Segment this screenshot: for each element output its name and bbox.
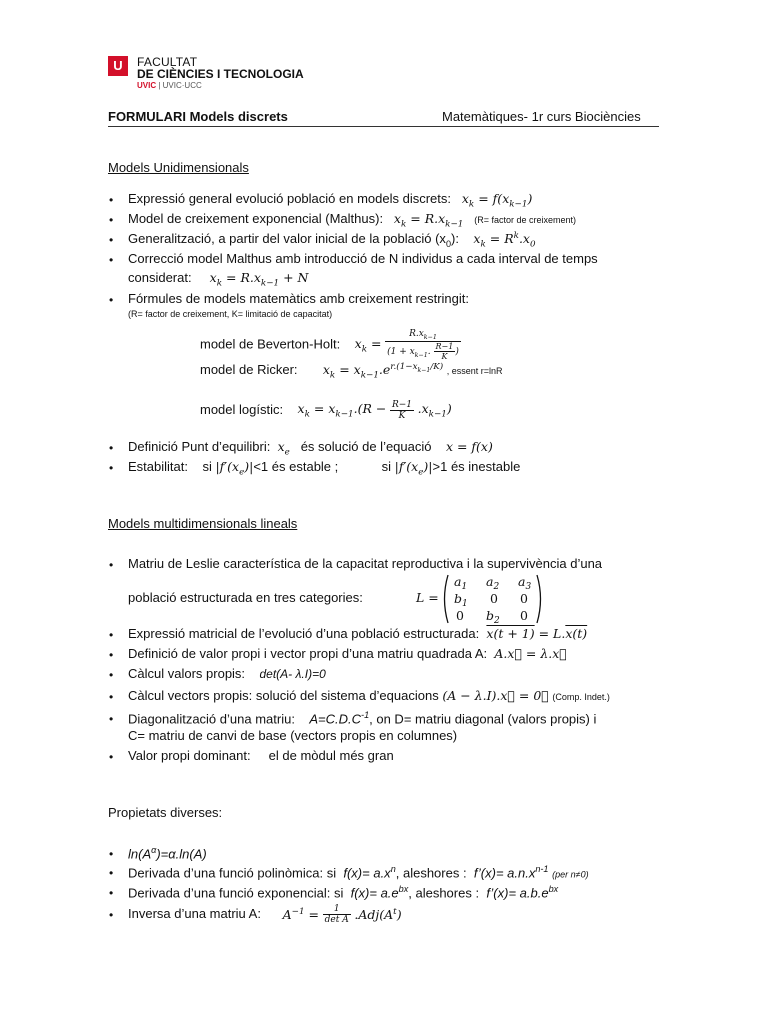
- svg-text:a1: $a_1$: [454, 574, 468, 592]
- bullet: •: [109, 668, 114, 682]
- svg-text:a3: $a_3$: [518, 574, 532, 592]
- svg-text:0: 0: [456, 608, 464, 623]
- bullet: •: [109, 712, 114, 726]
- formula-beverton-holt: model de Beverton-Holt: $x_k$ = $R.x_{k-1}$ ($1 + x_{k-1}$. $\frac{R-1}{K}$ ): [200, 329, 459, 361]
- logo-line-2: DE CIÈNCIES I TECNOLOGIA: [137, 67, 304, 81]
- doc-title: FORMULARI Models discrets: [108, 109, 288, 124]
- svg-text:0: 0: [490, 591, 498, 606]
- list-item: Correcció model Malthus amb introducció de N individus a cada interval de temps: [128, 251, 598, 266]
- list-item: Estabilitat: si $|f'(x_e)|<1$ és estable ; si $|f'(x_e)|>1$ és inestable: [128, 459, 521, 478]
- bullet: •: [109, 886, 114, 900]
- bullet: •: [109, 847, 114, 861]
- svg-text:a2: $a_2$: [486, 574, 500, 592]
- list-item: $\ln(A^\alpha)=\alpha.\ln(A)$: [128, 845, 207, 862]
- list-item: Diagonalització d’una matriu: $A=C.D.C^{-1}$, on D= matriu diagonal (valors propis) i: [128, 710, 597, 727]
- list-item-continuation: C= matriu de canvi de base (vectors propis en columnes): [128, 728, 458, 743]
- list-item-continuation: considerat: $x_k = R.x_{k-1} + N$: [128, 270, 309, 289]
- list-item: Generalització, a partir del valor inicial de la població $(x_0)$: $x_k = R^k.x_0$: [128, 231, 536, 250]
- list-item: Derivada d’una funció exponencial: si $f(x)= a.e^{bx}$, aleshores : f’(x)= $a.b.e^{bx}$: [128, 884, 559, 901]
- bullet: •: [109, 213, 114, 227]
- note-parameters: (R= factor de creixement, K= limitació de capacitat): [128, 309, 333, 319]
- logo-mark: U: [108, 56, 128, 76]
- bullet: •: [109, 648, 114, 662]
- bullet: •: [109, 908, 114, 922]
- bullet: •: [109, 690, 114, 704]
- list-item: Definició de valor propi i vector propi d’una matriu quadrada A: A.x⃗ = λ.x⃗: [128, 646, 567, 661]
- list-item: Definició Punt d’equilibri: $x_e$ és solució de l’equació x = f(x): [128, 439, 493, 458]
- logo-line-1: FACULTAT: [137, 55, 198, 69]
- header-divider: [108, 126, 659, 127]
- list-item: Matriu de Leslie característica de la capacitat reproductiva i la supervivència d’una: [128, 556, 603, 571]
- bullet: •: [109, 750, 114, 764]
- list-item: Expressió general evolució població en models discrets: $x_k = f(x_{k-1})$: [128, 191, 533, 210]
- bullet: •: [109, 628, 114, 642]
- formula-logistic: model logístic: $x_k = x_{k-1}.(R$ − $\frac{R-1}{K}$ $.x_{k-1}$): [200, 400, 452, 421]
- list-item: Derivada d’una funció polinòmica: si $f(x)= a.x^n$, aleshores : f’(x)= $a.n.x^{n-1}$ (per n≠0): [128, 864, 589, 881]
- section-title-unidimensional: Models Unidimensionals: [108, 160, 249, 175]
- logo-line-3: UVIC | UVIC·UCC: [137, 81, 202, 90]
- bullet: •: [109, 866, 114, 880]
- section-title-multidimensional: Models multidimensionals lineals: [108, 516, 298, 531]
- list-item: Fórmules de models matemàtics amb creixement restringit:: [128, 291, 470, 306]
- bullet: •: [109, 233, 114, 247]
- course-label: Matemàtiques- 1r curs Biociències: [442, 109, 641, 124]
- bullet: •: [109, 441, 114, 455]
- bullet: •: [109, 253, 114, 267]
- leslie-matrix-label: L =: [416, 590, 439, 605]
- svg-text:0: 0: [520, 608, 528, 623]
- bullet: •: [109, 193, 114, 207]
- bullet: •: [109, 461, 114, 475]
- section-title-properties: Propietats diverses:: [108, 805, 223, 820]
- bullet: •: [109, 558, 114, 572]
- svg-text:b2: $b_2$: [486, 608, 500, 625]
- list-item: Inversa d’una matriu A: $A^{-1}$ = $\frac{1}{\text{det A}}$ $.Adj(A^t)$: [128, 904, 402, 925]
- svg-text:0: 0: [520, 591, 528, 606]
- list-item-continuation: població estructurada en tres categories:: [128, 590, 363, 605]
- bullet: •: [109, 293, 114, 307]
- list-item: Expressió matricial de l’evolució d’una població estructurada: x(t + 1) = L.x(t): [128, 626, 588, 641]
- leslie-matrix: [440, 573, 545, 625]
- svg-text:b1: $b_1$: [454, 591, 468, 609]
- list-item: Model de creixement exponencial (Malthus): $x_k = R.x_{k-1}$ (R= factor de creixement): [128, 211, 576, 230]
- list-item: Càlcul valors propis: det(A- λ.I)=0: [128, 666, 326, 681]
- list-item: Valor propi dominant: el de mòdul més gran: [128, 748, 394, 763]
- list-item: Càlcul vectors propis: solució del sistema d’equacions (A − λ.I).x⃗ = 0⃗ (Comp. Indet.): [128, 688, 610, 703]
- formula-ricker: model de Ricker: $x_k = x_{k-1}.e^{r.(1-x_{k-1}/K)}$ , essent r=lnR: [200, 362, 503, 381]
